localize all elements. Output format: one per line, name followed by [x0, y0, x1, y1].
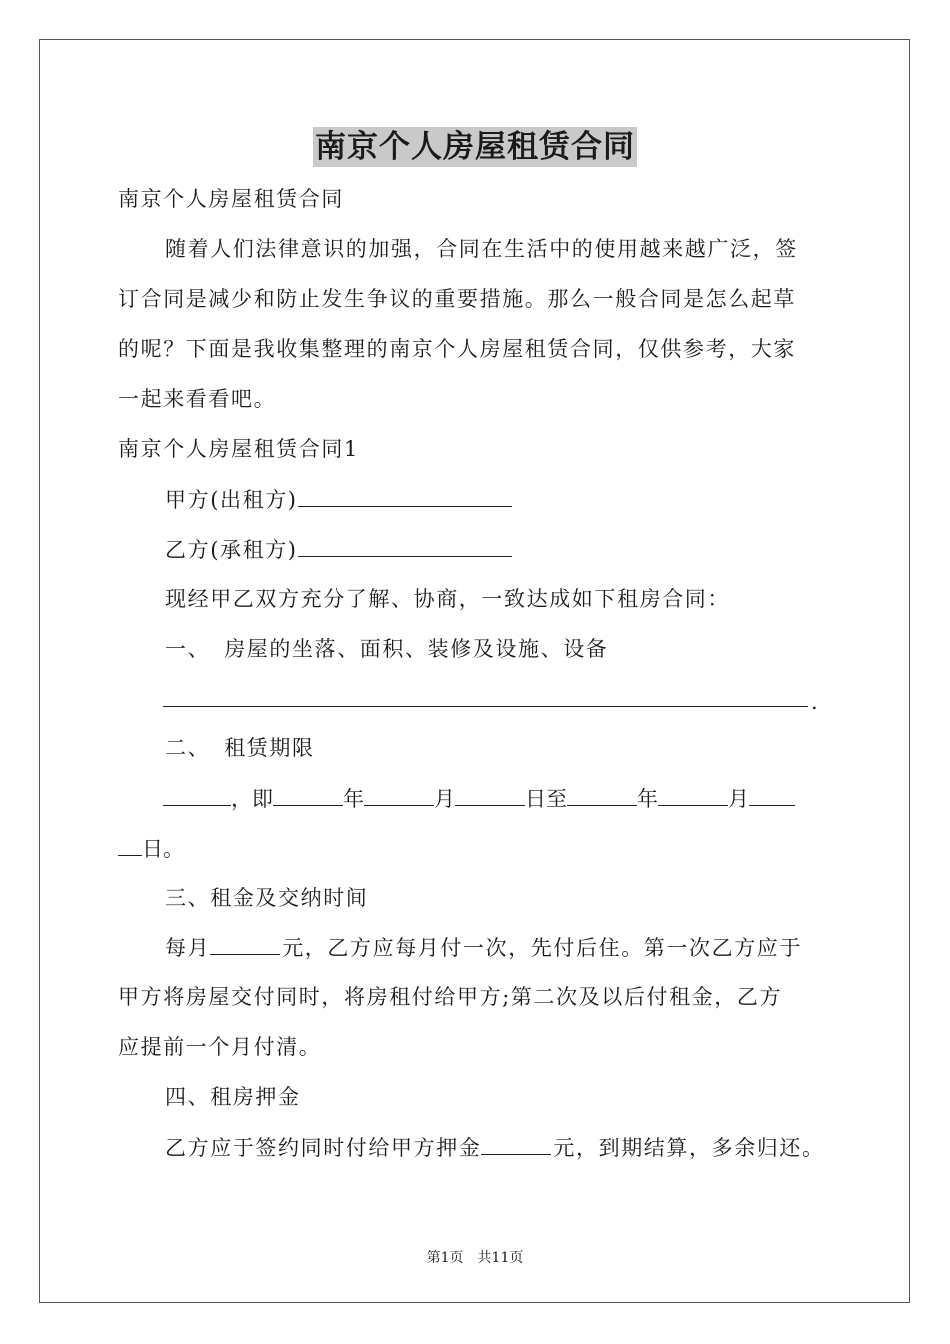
party-a-line	[165, 484, 512, 515]
page-footer	[0, 1249, 950, 1267]
party-a-label: 甲方(出租方)	[165, 488, 298, 512]
rent-line-2: 甲方将房屋交付同时，将房租付给甲方;第二次及以后付租金，乙方	[118, 985, 783, 1009]
page-border	[39, 39, 910, 1303]
term-duration-blank[interactable]	[163, 783, 231, 806]
term-line-2	[118, 833, 184, 864]
clause-4-heading: 四、租房押金	[165, 1085, 301, 1109]
document-title: 南京个人房屋租赁合同	[315, 129, 635, 165]
rent-prefix: 每月	[165, 936, 211, 960]
party-b-label: 乙方(承租方)	[165, 538, 298, 562]
intro-line-3: 的呢？下面是我收集整理的南京个人房屋租赁合同，仅供参考，大家	[118, 337, 796, 361]
agreement-line: 现经甲乙双方充分了解、协商，一致达成如下租房合同：	[165, 587, 730, 611]
term-end-day-label: 日。	[142, 837, 184, 861]
end-day-blank-start[interactable]	[749, 783, 795, 806]
end-day-blank-continued[interactable]	[118, 833, 142, 856]
intro-line-2: 订合同是减少和防止发生争议的重要措施。那么一般合同是怎么起草	[118, 287, 796, 311]
clause-3-heading: 三、租金及交纳时间	[165, 886, 369, 910]
subtitle: 南京个人房屋租赁合同	[118, 187, 344, 211]
intro-line-1: 随着人们法律意识的加强，合同在生活中的使用越来越广泛，签	[165, 237, 798, 261]
clause-2-heading	[165, 733, 315, 763]
deposit-suffix: 元，到期结算，多余归还。	[553, 1136, 825, 1160]
start-year-blank[interactable]	[273, 783, 343, 806]
party-a-blank[interactable]	[298, 484, 512, 507]
term-year-label: 年	[343, 787, 364, 811]
rent-amount-blank[interactable]	[210, 932, 280, 955]
clause-1-number: 一、	[165, 637, 211, 661]
rent-line-3: 应提前一个月付清。	[118, 1035, 322, 1059]
rent-suffix: 元，乙方应每月付一次，先付后住。第一次乙方应于	[282, 936, 803, 960]
intro-line-4: 一起来看看吧。	[118, 387, 277, 411]
clause-1-blank[interactable]	[163, 706, 808, 707]
section-heading: 南京个人房屋租赁合同1	[118, 437, 359, 461]
party-b-line	[165, 534, 512, 565]
start-month-blank[interactable]	[364, 783, 434, 806]
term-day-to-label: 日至	[525, 787, 567, 811]
deposit-amount-blank[interactable]	[481, 1132, 551, 1155]
term-ji: ，即	[231, 787, 273, 811]
title-wrap	[0, 127, 950, 167]
clause-1-heading	[165, 634, 608, 664]
clause-2-title: 租赁期限	[224, 736, 315, 760]
deposit-line	[165, 1132, 825, 1163]
clause-1-title: 房屋的坐落、面积、装修及设施、设备	[224, 637, 609, 661]
term-end-month-label: 月	[728, 787, 749, 811]
end-year-blank[interactable]	[567, 783, 637, 806]
end-month-blank[interactable]	[658, 783, 728, 806]
clause-2-number: 二、	[165, 736, 211, 760]
term-end-year-label: 年	[637, 787, 658, 811]
page-total: 共11页	[477, 1250, 524, 1266]
clause-1-end-dot: .	[811, 690, 818, 714]
rent-line-1	[165, 932, 802, 963]
start-day-blank[interactable]	[455, 783, 525, 806]
term-line	[163, 783, 795, 814]
term-month-label: 月	[434, 787, 455, 811]
page-number: 第1页	[426, 1250, 464, 1266]
party-b-blank[interactable]	[298, 534, 512, 557]
deposit-prefix: 乙方应于签约同时付给甲方押金	[165, 1136, 482, 1160]
